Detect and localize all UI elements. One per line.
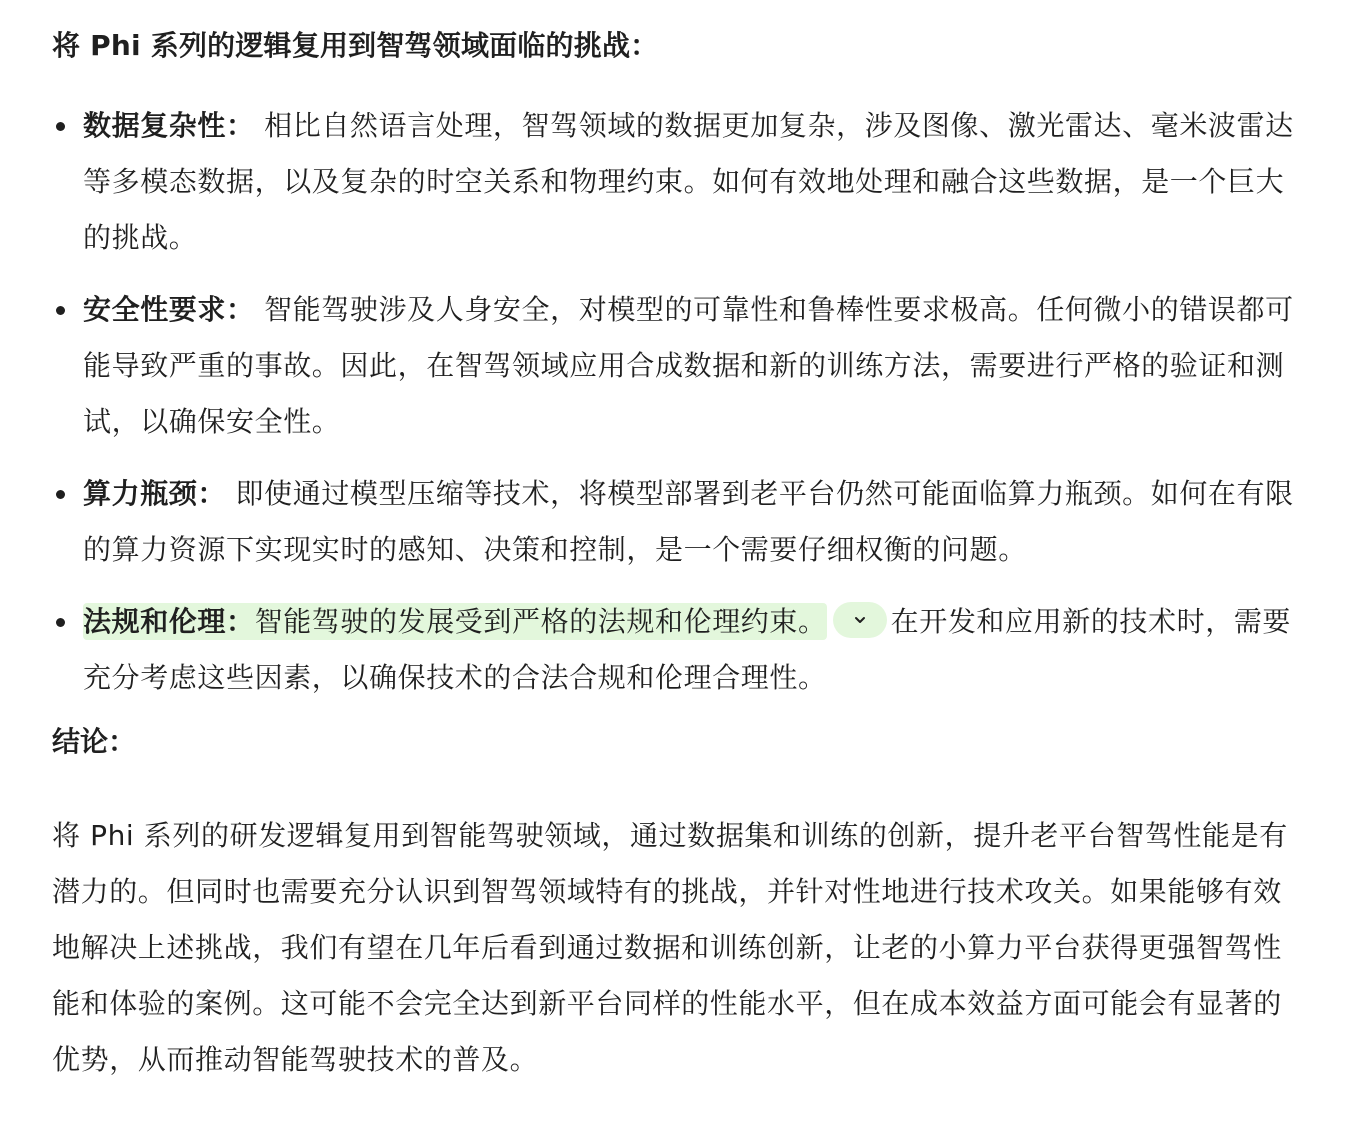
expand-button[interactable]: [833, 602, 887, 638]
section-heading: 将 Phi 系列的逻辑复用到智驾领域面临的挑战：: [52, 29, 659, 62]
challenge-term: 法规和伦理：: [83, 605, 255, 638]
bullet-icon: [56, 122, 65, 131]
challenge-term: 安全性要求：: [83, 293, 255, 326]
challenge-text: 智能驾驶涉及人身安全，对模型的可靠性和鲁棒性要求极高。任何微小的错误都可能导致严重的事故。因此，在智驾领域应用合成数据和新的训练方法，需要进行严格的验证和测试，以确保安全性。: [83, 293, 1294, 438]
bullet-icon: [56, 490, 65, 499]
chevron-down-icon: [852, 612, 868, 628]
list-item: [52, 594, 1310, 706]
bullet-icon: [56, 618, 65, 627]
challenge-text: 相比自然语言处理，智驾领域的数据更加复杂，涉及图像、激光雷达、毫米波雷达等多模态数据，以及复杂的时空关系和物理约束。如何有效地处理和融合这些数据，是一个巨大的挑战。: [83, 109, 1294, 254]
list-item: [52, 98, 1310, 266]
conclusion-body: 将 Phi 系列的研发逻辑复用到智能驾驶领域，通过数据集和训练的创新，提升老平台智驾性能是有潜力的。但同时也需要充分认识到智驾领域特有的挑战，并针对性地进行技术攻关。如果能够有效地解决上述挑战，我们有望在几年后看到通过数据和训练创新，让老的小算力平台获得更强智驾性能和体验的案例。这可能不会完全达到新平台同样的性能水平，但在成本效益方面可能会有显著的优势，从而推动智能驾驶技术的普及。: [52, 819, 1288, 1076]
challenge-text: 在开发和应用新的技术时，需要充分考虑这些因素，以确保技术的合法合规和伦理合理性。: [83, 605, 1292, 694]
highlighted-text: 智能驾驶的发展受到严格的法规和伦理约束。: [254, 605, 827, 638]
highlighted-span[interactable]: [83, 603, 827, 640]
list-item: [52, 282, 1310, 450]
conclusion-heading: 结论：: [52, 725, 137, 758]
challenge-term: 算力瓶颈：: [83, 477, 227, 510]
bullet-icon: [56, 306, 65, 315]
challenge-term: 数据复杂性：: [83, 109, 255, 142]
challenge-list: [52, 98, 1310, 706]
list-item: [52, 466, 1310, 578]
challenge-text: 即使通过模型压缩等技术，将模型部署到老平台仍然可能面临算力瓶颈。如何在有限的算力资源下实现实时的感知、决策和控制，是一个需要仔细权衡的问题。: [83, 477, 1294, 566]
